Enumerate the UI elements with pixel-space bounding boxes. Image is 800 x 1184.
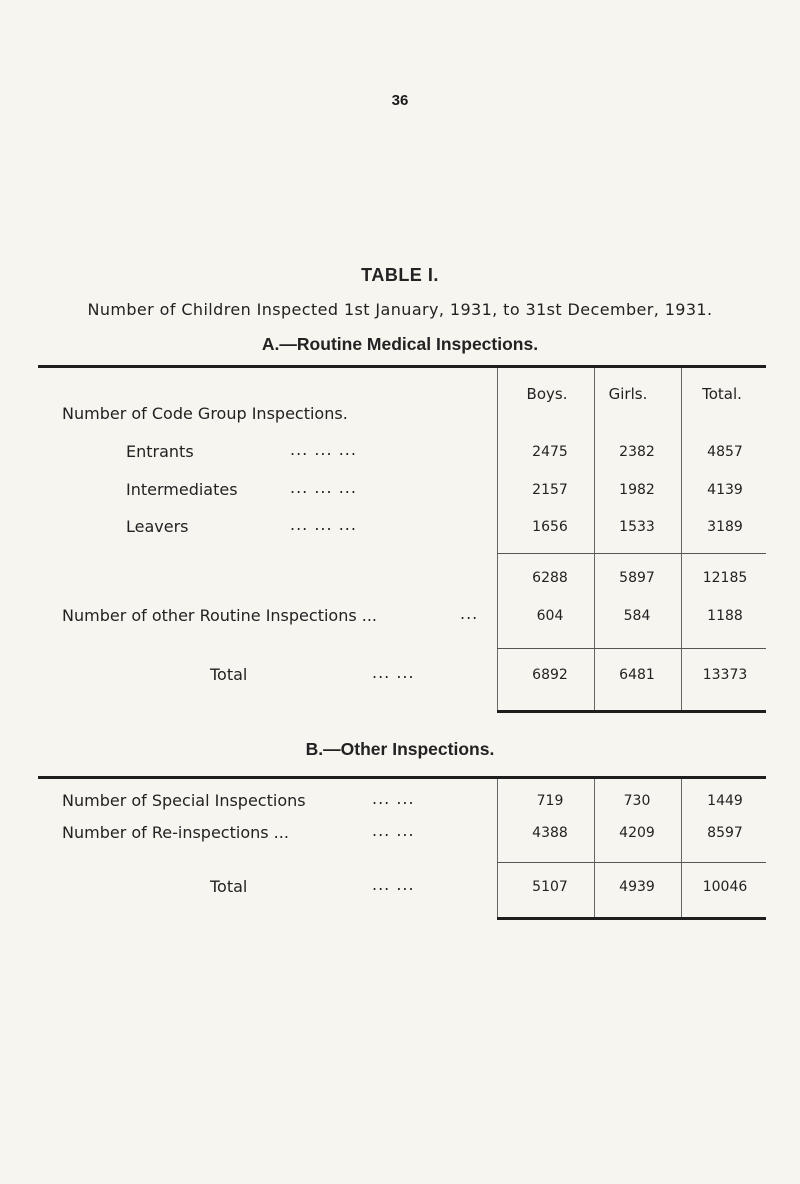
cell-re-inspections-boys: 4388 bbox=[532, 825, 568, 841]
row-label-total: Total bbox=[210, 665, 248, 684]
row-label-re-inspections: Number of Re-inspections ... bbox=[62, 823, 289, 842]
row-label-special-inspections: Number of Special Inspections bbox=[62, 791, 306, 810]
cell-re-inspections-total: 8597 bbox=[707, 825, 743, 841]
section-a-bottom-rule bbox=[497, 710, 766, 713]
cell-entrants-girls: 2382 bbox=[619, 444, 655, 460]
column-divider-total bbox=[681, 779, 682, 862]
column-divider-girls bbox=[594, 368, 595, 710]
cell-special-boys: 719 bbox=[536, 793, 564, 809]
cell-entrants-total: 4857 bbox=[707, 444, 743, 460]
cell-leavers-boys: 1656 bbox=[532, 519, 568, 535]
table-subtitle: Number of Children Inspected 1st January, 1931, to 31st December, 1931. bbox=[87, 300, 713, 319]
dot-leader: ... ... ... bbox=[290, 478, 357, 497]
cell-other-routine-girls: 584 bbox=[623, 608, 651, 624]
cell-total-b-girls: 4939 bbox=[619, 879, 655, 895]
dot-leader: ... ... bbox=[372, 821, 415, 840]
column-divider-boys bbox=[497, 368, 498, 710]
row-label-leavers: Leavers bbox=[126, 517, 189, 536]
total-rule bbox=[497, 648, 766, 649]
dot-leader: ... ... bbox=[372, 875, 415, 894]
dot-leader: ... ... bbox=[372, 663, 415, 682]
cell-total-boys: 6892 bbox=[532, 667, 568, 683]
group-label: Number of Code Group Inspections. bbox=[62, 404, 348, 423]
cell-special-total: 1449 bbox=[707, 793, 743, 809]
cell-intermediates-boys: 2157 bbox=[532, 482, 568, 498]
section-b-bottom-rule bbox=[497, 917, 766, 920]
cell-entrants-boys: 2475 bbox=[532, 444, 568, 460]
column-divider-girls bbox=[594, 779, 595, 862]
section-b-heading: B.—Other Inspections. bbox=[305, 739, 495, 759]
cell-intermediates-girls: 1982 bbox=[619, 482, 655, 498]
dot-leader: ... bbox=[460, 604, 479, 623]
cell-total-girls: 6481 bbox=[619, 667, 655, 683]
cell-subtotal-total: 12185 bbox=[702, 570, 748, 586]
cell-special-girls: 730 bbox=[623, 793, 651, 809]
dot-leader: ... ... bbox=[372, 789, 415, 808]
column-header-girls: Girls. bbox=[608, 385, 648, 403]
cell-other-routine-boys: 604 bbox=[536, 608, 564, 624]
row-label-total-b: Total bbox=[210, 877, 248, 896]
row-label-intermediates: Intermediates bbox=[126, 480, 238, 499]
column-divider-total bbox=[681, 368, 682, 710]
cell-leavers-girls: 1533 bbox=[619, 519, 655, 535]
cell-total-total: 13373 bbox=[702, 667, 748, 683]
row-label-entrants: Entrants bbox=[126, 442, 194, 461]
subtotal-rule bbox=[497, 553, 766, 554]
section-a-top-rule bbox=[38, 365, 766, 368]
column-header-total: Total. bbox=[702, 385, 742, 403]
cell-intermediates-total: 4139 bbox=[707, 482, 743, 498]
dot-leader: ... ... ... bbox=[290, 440, 357, 459]
section-b-top-rule bbox=[38, 776, 766, 779]
cell-leavers-total: 3189 bbox=[707, 519, 743, 535]
section-a-heading: A.—Routine Medical Inspections. bbox=[261, 334, 539, 354]
column-header-boys: Boys. bbox=[526, 385, 568, 403]
row-label-other-routine: Number of other Routine Inspections ... bbox=[62, 606, 378, 625]
cell-total-b-boys: 5107 bbox=[532, 879, 568, 895]
total-rule bbox=[497, 862, 766, 863]
cell-other-routine-total: 1188 bbox=[707, 608, 743, 624]
cell-subtotal-boys: 6288 bbox=[532, 570, 568, 586]
cell-re-inspections-girls: 4209 bbox=[619, 825, 655, 841]
cell-total-b-total: 10046 bbox=[702, 879, 748, 895]
cell-subtotal-girls: 5897 bbox=[619, 570, 655, 586]
page-number: 36 bbox=[391, 92, 409, 109]
dot-leader: ... ... ... bbox=[290, 515, 357, 534]
table-title: TABLE I. bbox=[361, 265, 439, 285]
